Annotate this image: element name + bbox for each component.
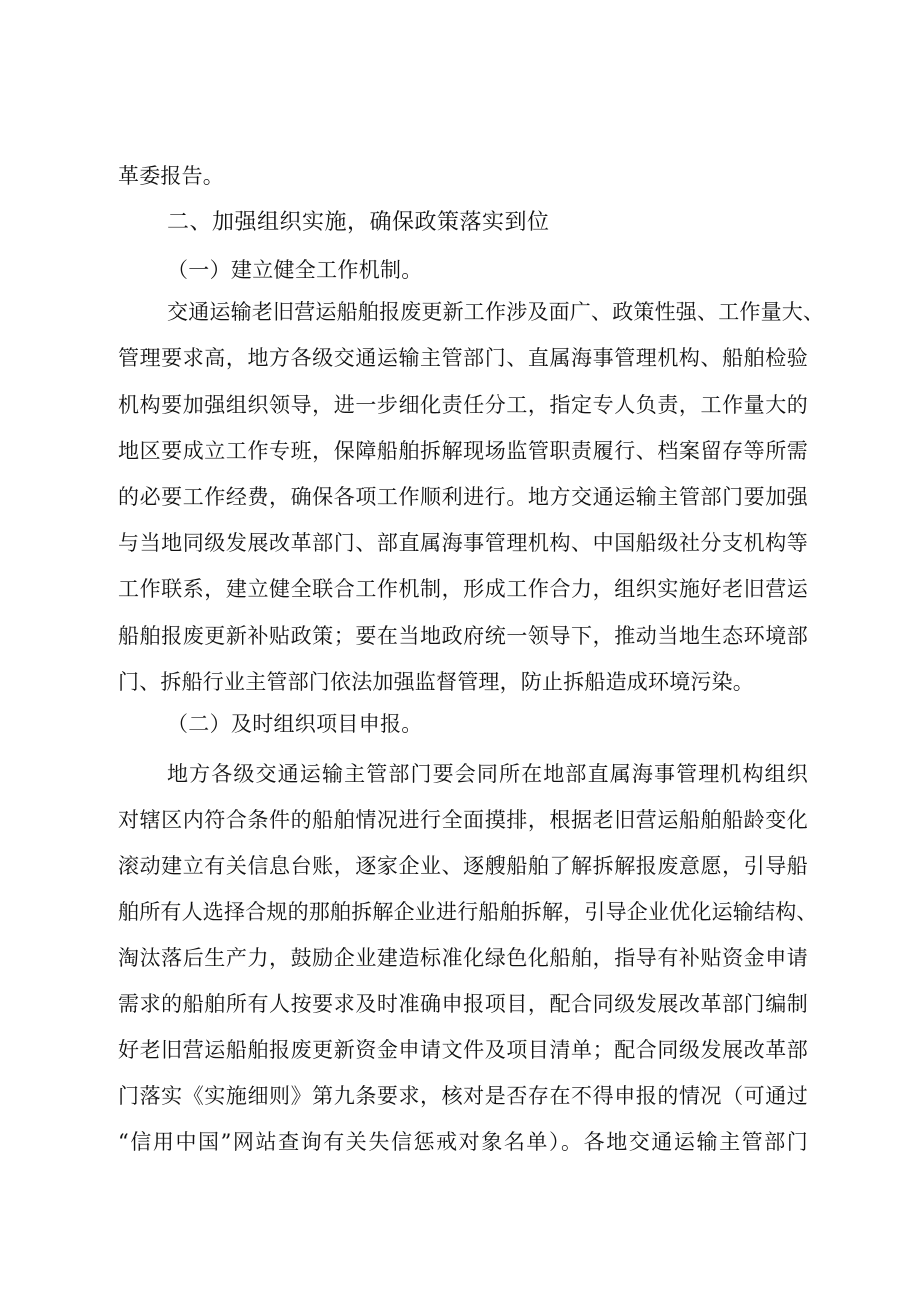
- paragraph-2-line: 淘汰落后生产力，鼓励企业建造标准化绿色化船舶，指导有补贴资金申请: [118, 946, 808, 970]
- paragraph-1-line: 机构要加强组织领导，进一步细化责任分工，指定专人负责，工作量大的: [118, 393, 808, 417]
- subsection-title-1: （一）建立健全工作机制。: [167, 258, 423, 282]
- paragraph-2-line: 对辖区内符合条件的船舶情况进行全面摸排，根据老旧营运船舶船龄变化: [118, 808, 808, 832]
- paragraph-1-line: 门、拆船行业主管部门依法加强监督管理，防止拆船造成环境污染。: [118, 670, 754, 694]
- paragraph-2-line: 需求的船舶所有人按要求及时准确申报项目，配合同级发展改革部门编制: [118, 992, 808, 1016]
- paragraph-1-line: 交通运输老旧营运船舶报废更新工作涉及面广、政策性强、工作量大、: [167, 300, 825, 324]
- paragraph-2-line: 门落实《实施细则》第九条要求，核对是否存在不得申报的情况（可通过: [118, 1084, 808, 1108]
- paragraph-2-line: “信用中国”网站查询有关失信惩戒对象名单）。各地交通运输主管部门: [118, 1130, 808, 1154]
- paragraph-2-line: 地方各级交通运输主管部门要会同所在地部直属海事管理机构组织: [167, 762, 808, 786]
- section-heading: 二、加强组织实施，确保政策落实到位: [167, 210, 550, 235]
- paragraph-1-line: 船舶报废更新补贴政策；要在当地政府统一领导下，推动当地生态环境部: [118, 624, 808, 648]
- carry-over-line: 革委报告。: [118, 164, 224, 188]
- paragraph-1-line: 的必要工作经费，确保各项工作顺利进行。地方交通运输主管部门要加强: [118, 485, 808, 509]
- paragraph-1-line: 管理要求高，地方各级交通运输主管部门、直属海事管理机构、船舶检验: [118, 346, 808, 370]
- paragraph-2-line: 舶所有人选择合规的那舶拆解企业进行船舶拆解，引导企业优化运输结构、: [118, 900, 818, 924]
- paragraph-1-line: 工作联系，建立健全联合工作机制，形成工作合力，组织实施好老旧营运: [118, 577, 808, 601]
- paragraph-1-line: 与当地同级发展改革部门、部直属海事管理机构、中国船级社分支机构等: [118, 531, 808, 555]
- subsection-title-2: （二）及时组织项目申报。: [167, 712, 423, 736]
- paragraph-2-line: 滚动建立有关信息台账，逐家企业、逐艘船舶了解拆解报废意愿，引导船: [118, 854, 808, 878]
- paragraph-1-line: 地区要成立工作专班，保障船舶拆解现场监管职责履行、档案留存等所需: [118, 439, 808, 463]
- paragraph-2-line: 好老旧营运船舶报废更新资金申请文件及项目清单；配合同级发展改革部: [118, 1038, 808, 1062]
